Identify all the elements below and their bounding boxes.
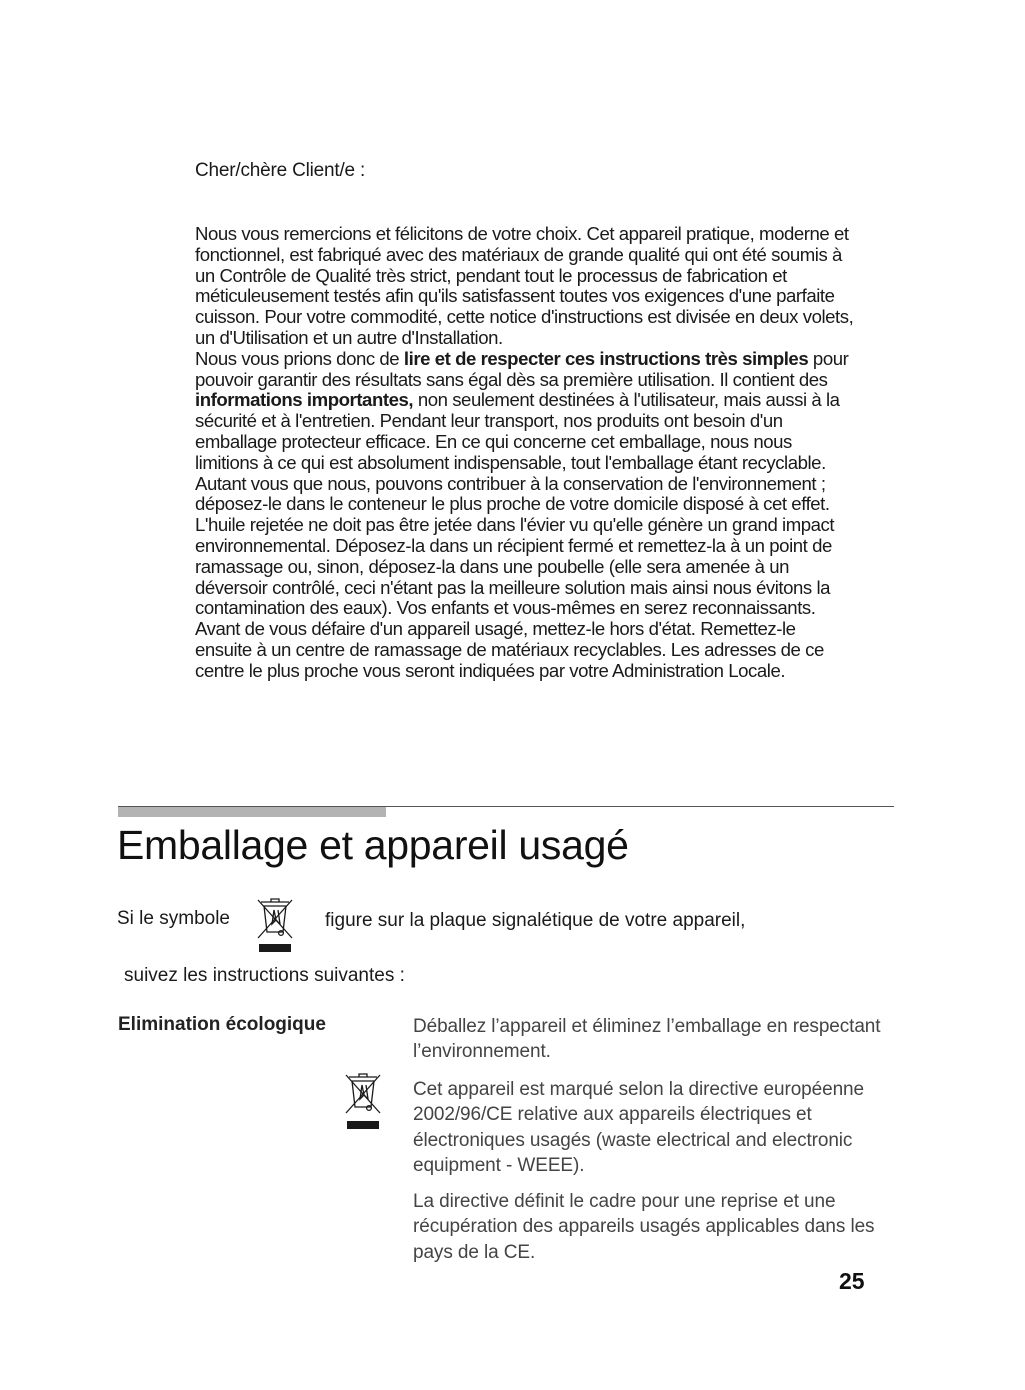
section-accent-bar [118, 807, 386, 817]
intro-p2-part-e: non seulement destinées à l'utilisateur, mais aussi à la sécurité et à l'entretien. Pendant leur transport, nos produits ont besoin d'un emballage protecteur efficace. En ce qui concerne cet emballage, nous nous limitions à ce qui est absolument indispensable, tout l'emballage étant recyclable. Autant vous que nous, pouvons contribuer à la conservation de l'environnement ; déposez-le dans le conteneur le plus proche de votre domicile disposé à cet effet. L'huile rejetée ne doit pas être jetée dans l'évier vu qu'elle génère un grand impact environnemental. Déposez-la dans un récipient fermé et remettez-la à un point de ramassage ou, sinon, déposez-la dans une poubelle (elle sera amenée à un déversoir contrôlé, ceci n'étant pas la meilleure solution mais ainsi nous évitons la contamination des eaux). Vos enfants et vous-mêmes en serez reconnaissants. Avant de vous défaire d'un appareil usagé, mettez-le hors d'état. Remettez-le ensuite à un centre de ramassage de matériaux recyclables. Les adresses de ce centre le plus proche vous seront indiquées par votre Administration Locale. [195, 389, 840, 681]
intro-p2-part-c: pour pouvoir garantir des résultats sans égal dès sa première utilisation. Il contient des [195, 347, 849, 390]
section-heading: Emballage et appareil usagé [117, 822, 629, 868]
greeting: Cher/chère Client/e : [195, 160, 366, 181]
weee-bin-icon-2 [344, 1071, 382, 1131]
intro-p2-part-a: Nous vous prions donc de [195, 347, 404, 369]
intro-p2-bold-important: informations importantes, [195, 389, 414, 411]
intro-p2-bold-instructions: lire et de respecter ces instructions très simples [403, 347, 809, 369]
intro-paragraph-2 [195, 349, 855, 682]
symbol-text-after: figure sur la plaque signalétique de votre appareil, [325, 910, 746, 931]
intro-text [195, 224, 855, 682]
directive-paragraph: La directive définit le cadre pour une reprise et une récupération des appareils usagés applicables dans les pays de la CE. [413, 1191, 875, 1263]
unpack-paragraph: Déballez l’appareil et éliminez l’emballage en respectant l’environnement. [413, 1016, 881, 1063]
follow-instructions-text: suivez les instructions suivantes : [124, 965, 405, 986]
intro-paragraph-1: Nous vous remercions et félicitons de votre choix. Cet appareil pratique, moderne et fonctionnel, est fabriqué avec des matériaux de grande qualité qui ont été soumis à un Contrôle de Qualité très strict, pendant tout le processus de fabrication et méticuleusement testés afin qu'ils satisfassent toutes vos exigences d'une parfaite cuisson. Pour votre commodité, cette notice d'instructions est divisée en deux volets, un d'Utilisation et un autre d'Installation. [195, 223, 854, 348]
elimination-label: Elimination écologique [118, 1014, 326, 1035]
symbol-text-before: Si le symbole [117, 908, 230, 929]
page-number: 25 [839, 1268, 865, 1294]
weee-bin-icon [256, 896, 294, 954]
weee-paragraph: Cet appareil est marqué selon la directive européenne 2002/96/CE relative aux appareils électriques et électroniques usagés (waste electrical and electronic equipment - WEEE). [413, 1079, 864, 1176]
